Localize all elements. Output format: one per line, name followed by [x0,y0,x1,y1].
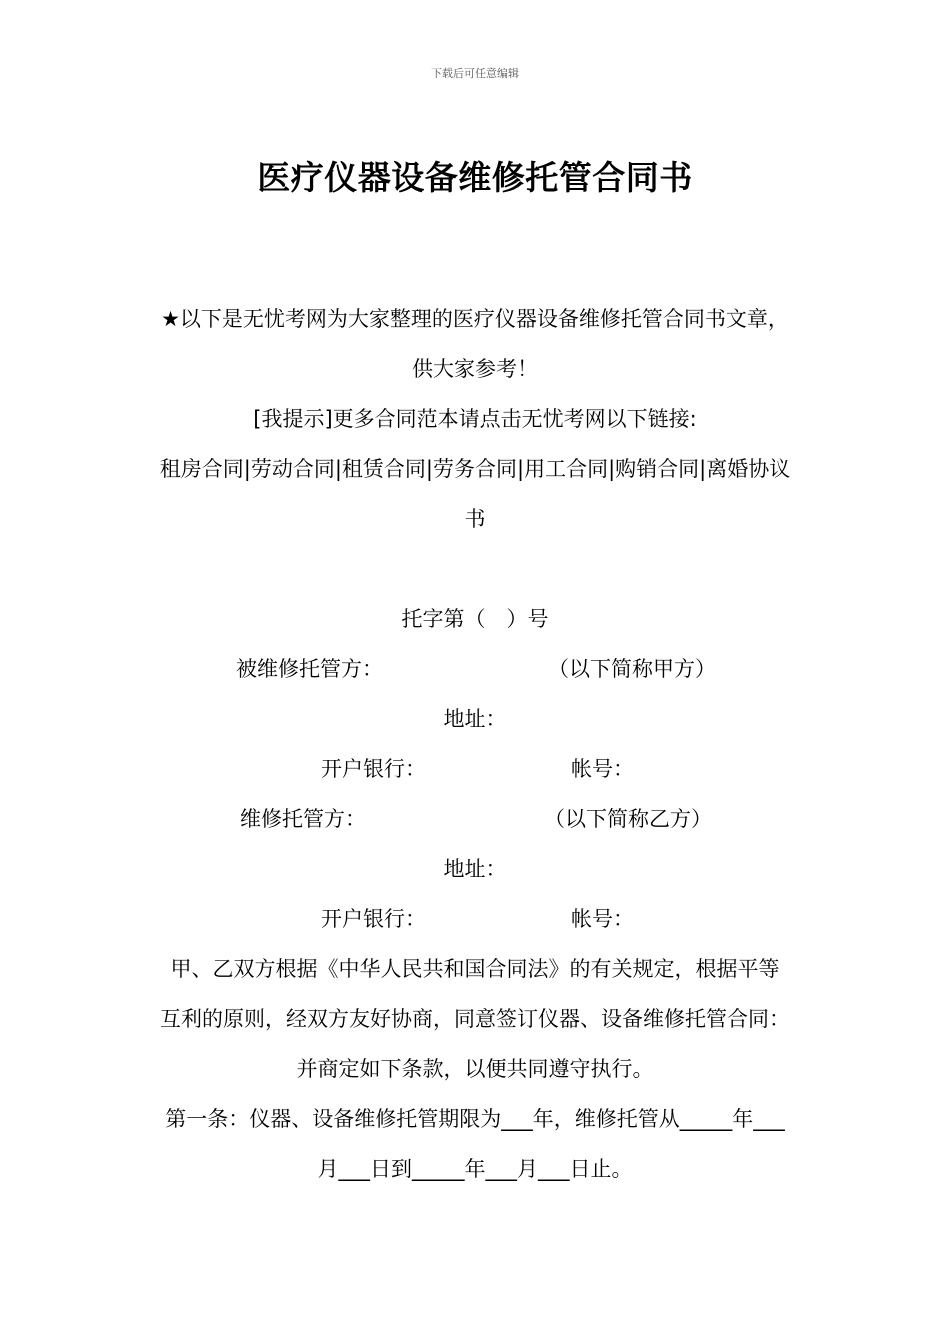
article-1-line-2: 月___日到_____年___月___日止。 [317,1157,633,1181]
party-a-bank-label: 开户银行： [321,757,426,781]
article-1-line-1: 第一条：仪器、设备维修托管期限为___年，维修托管从_____年___ [165,1107,785,1131]
spacer [0,544,950,594]
header-note: 下载后可任意编辑 [431,67,519,80]
intro-line-1: ★以下是无忧考网为大家整理的医疗仪器设备维修托管合同书文章， [161,307,789,331]
party-a-address: 地址： [443,707,507,731]
party-a-alias: （以下简称甲方） [548,657,716,681]
document-body [0,294,950,1194]
intro-line-2: 供大家参考！ [412,357,538,381]
contract-links-line[interactable]: 租房合同|劳动合同|租赁合同|劳务合同|用工合同|购销合同|离婚协议 [159,457,791,481]
party-b-address: 地址： [443,857,507,881]
party-b-bank-row [0,894,950,944]
party-b-row [0,794,950,844]
preamble-line-3: 并商定如下条款，以便共同遵守执行。 [296,1057,654,1081]
intro-hint-line: [我提示]更多合同范本请点击无忧考网以下链接: [253,407,697,431]
document-title: 医疗仪器设备维修托管合同书 [257,158,693,197]
party-a-bank-row [0,744,950,794]
party-b-label: 维修托管方： [240,807,366,831]
party-b-alias: （以下简称乙方） [544,807,712,831]
party-b-bank-label: 开户银行： [321,907,426,931]
party-a-label: 被维修托管方： [236,657,383,681]
contract-number-line: 托字第（ ）号 [401,607,549,631]
party-a-account-label: 帐号： [571,757,634,781]
party-b-account-label: 帐号： [571,907,634,931]
preamble-line-2: 互利的原则，经双方友好协商，同意签订仪器、设备维修托管合同： [160,1007,790,1031]
preamble-line-1: 甲、乙双方根据《中华人民共和国合同法》的有关规定，根据平等 [170,957,780,981]
contract-links-line-end[interactable]: 书 [464,507,486,531]
party-a-row [0,644,950,694]
